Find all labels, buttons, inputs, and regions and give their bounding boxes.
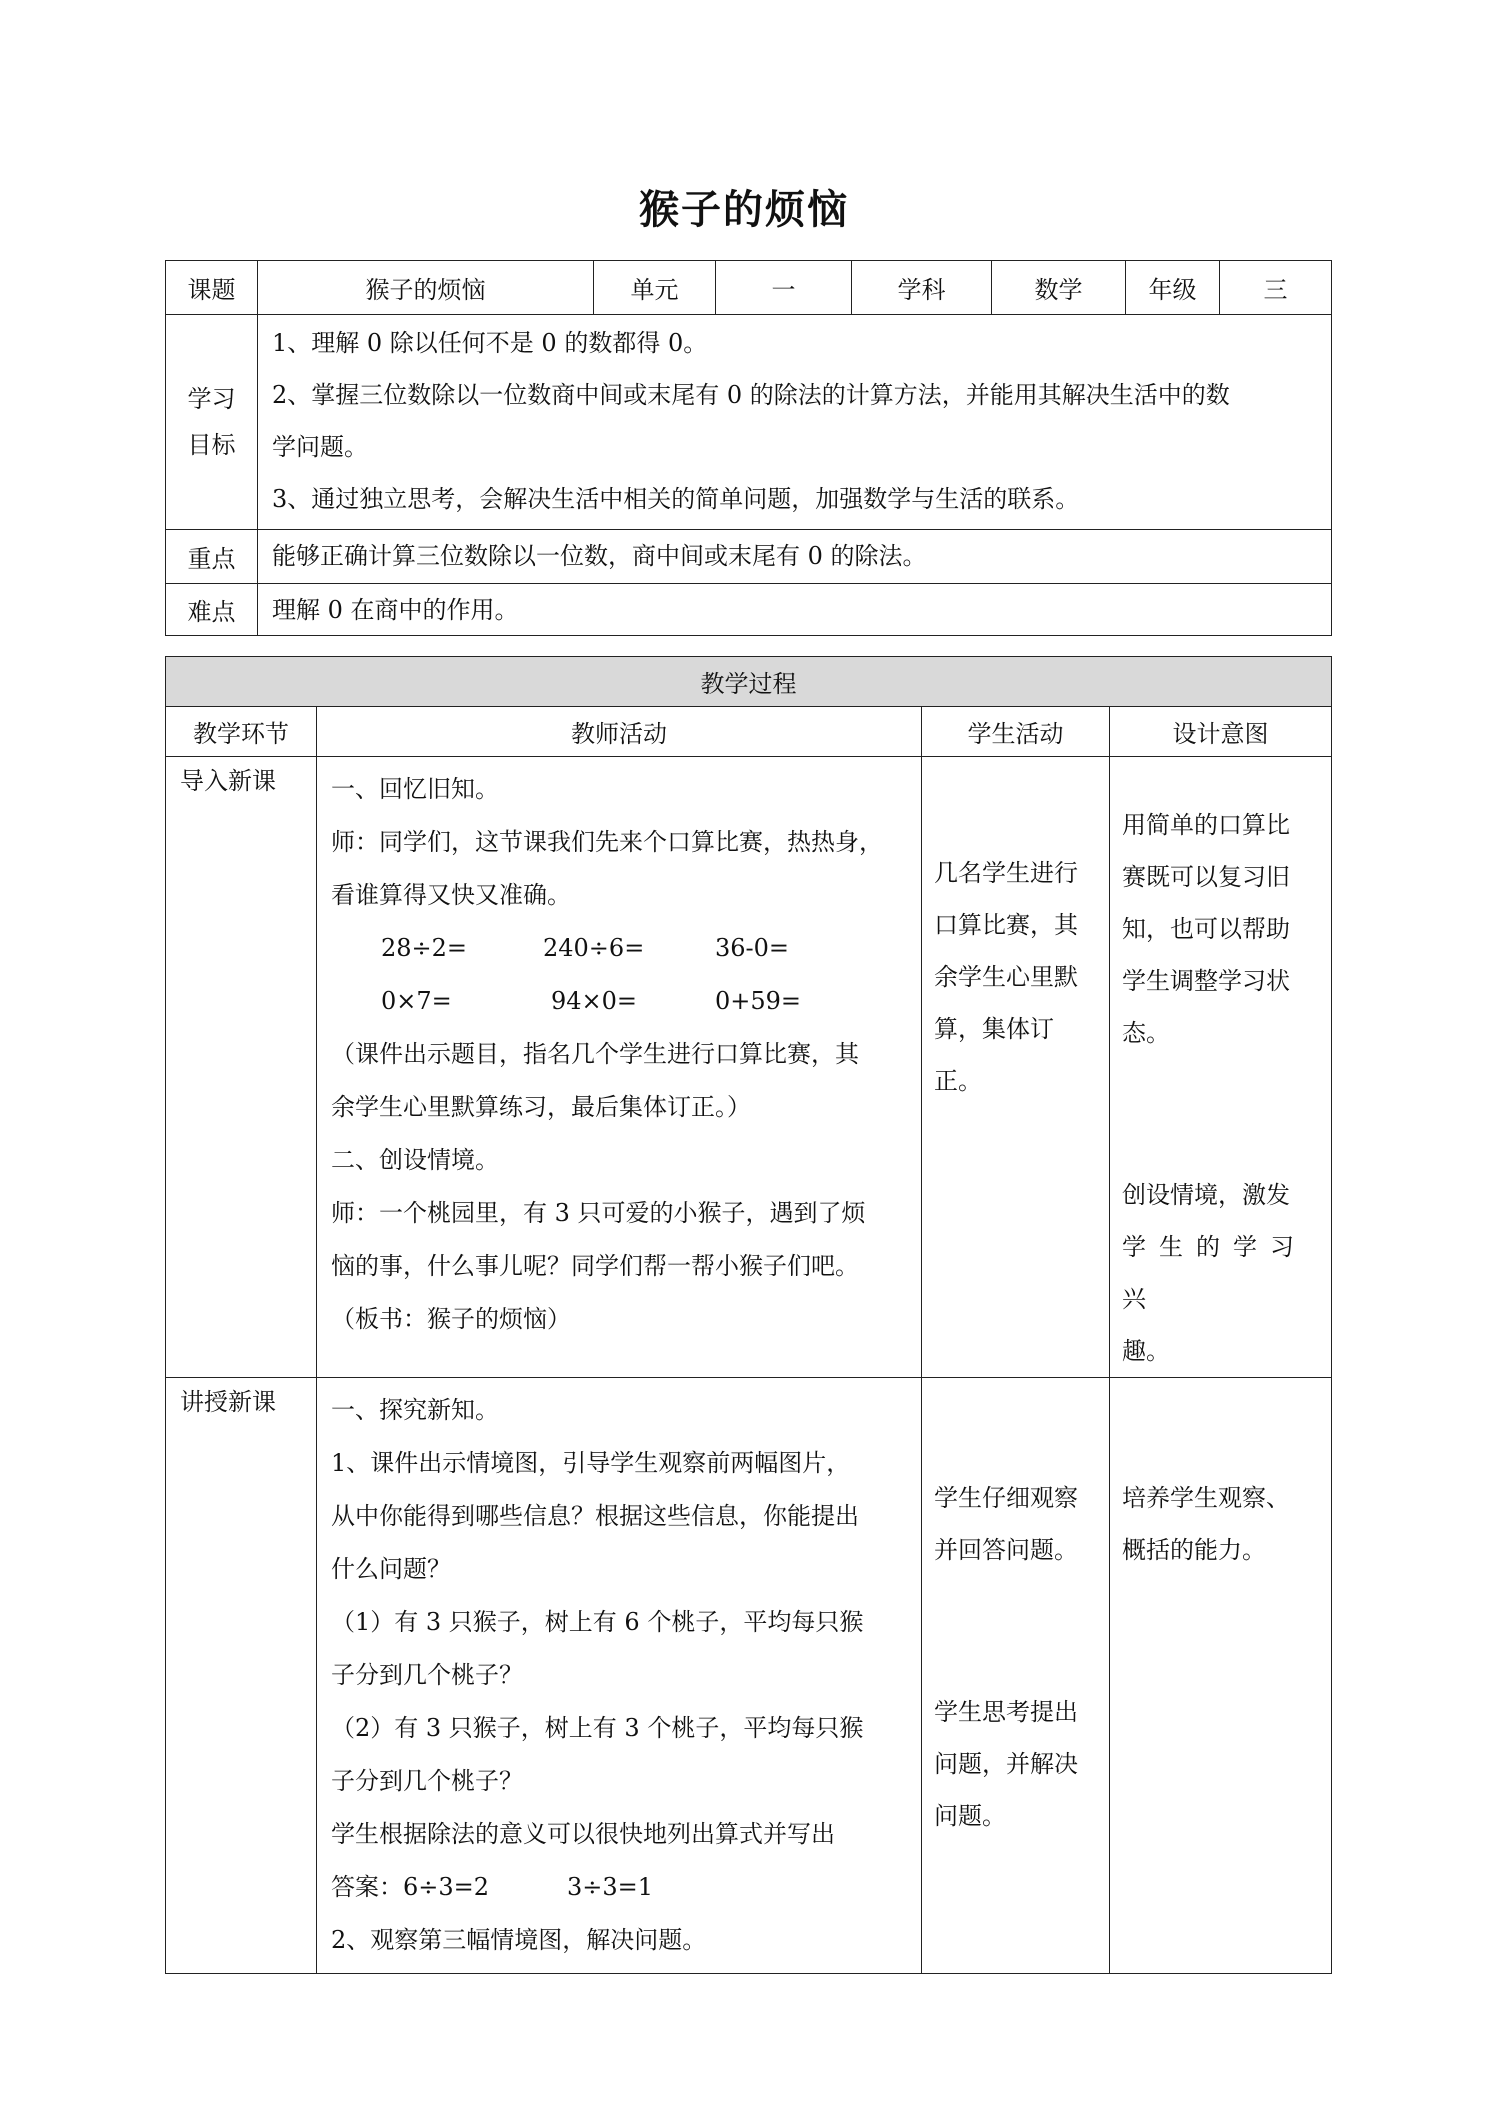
teacher-line: 2、观察第三幅情境图，解决问题。 <box>331 1926 707 1954</box>
grade-label: 年级 <box>1126 261 1220 315</box>
stage-name: 导入新课 <box>166 757 317 1378</box>
student-line: 余学生心里默 <box>934 963 1078 991</box>
teacher-line: 1、课件出示情境图，引导学生观察前两幅图片， <box>331 1449 851 1477</box>
difficulty-value: 理解 0 在商中的作用。 <box>258 584 1332 636</box>
teacher-line: （板书：猴子的烦恼） <box>331 1305 571 1333</box>
topic-value: 猴子的烦恼 <box>258 261 594 315</box>
student-line: 算，集体订正。 <box>934 1015 1054 1095</box>
teacher-line: （1）有 3 只猴子，树上有 6 个桃子，平均每只猴 <box>331 1608 864 1636</box>
process-table <box>165 656 1332 1974</box>
intent-line: 学生调整学习状 <box>1122 967 1290 995</box>
student-activity <box>922 1378 1110 1974</box>
teacher-line: （2）有 3 只猴子，树上有 3 个桃子，平均每只猴 <box>331 1714 864 1742</box>
formula: 94×0= <box>551 987 638 1015</box>
difficulty-label: 难点 <box>166 584 258 636</box>
teacher-line: 二、创设情境。 <box>331 1146 499 1174</box>
student-line: 口算比赛，其 <box>934 911 1078 939</box>
teacher-line: 恼的事，什么事儿呢？同学们帮一帮小猴子们吧。 <box>331 1252 859 1280</box>
formula: 0×7= <box>381 987 452 1015</box>
student-line: 几名学生进行 <box>934 859 1078 887</box>
subject-label: 学科 <box>852 261 992 315</box>
student-line: 并回答问题。 <box>934 1536 1078 1564</box>
col-teacher: 教师活动 <box>317 707 922 757</box>
answer-row <box>331 1861 907 1914</box>
formula: 36-0= <box>715 934 790 962</box>
col-stage: 教学环节 <box>166 707 317 757</box>
goals-label-line-1: 学习 <box>187 385 236 413</box>
teacher-line: 什么问题？ <box>331 1555 451 1583</box>
formula: 28÷2= <box>381 934 468 962</box>
goal-line: 学问题。 <box>272 433 368 461</box>
teacher-line: （课件出示题目，指名几个学生进行口算比赛，其 <box>331 1040 859 1068</box>
key-label: 重点 <box>166 530 258 584</box>
teacher-line: 从中你能得到哪些信息？根据这些信息，你能提出 <box>331 1502 859 1530</box>
formula-row <box>331 922 907 975</box>
unit-label: 单元 <box>594 261 716 315</box>
teacher-line: 学生根据除法的意义可以很快地列出算式并写出 <box>331 1820 835 1848</box>
goals-label-line-2: 目标 <box>187 431 236 459</box>
goal-line: 2、掌握三位数除以一位数商中间或末尾有 0 的除法的计算方法，并能用其解决生活中的数 <box>272 381 1230 409</box>
teacher-line: 师：同学们，这节课我们先来个口算比赛，热热身， <box>331 828 883 856</box>
teacher-line: 余学生心里默算练习，最后集体订正。） <box>331 1093 751 1121</box>
intent-line: 用简单的口算比 <box>1122 811 1290 839</box>
design-intent <box>1110 1378 1332 1974</box>
goal-line: 1、理解 0 除以任何不是 0 的数都得 0。 <box>272 329 708 357</box>
formula-row <box>331 975 907 1028</box>
answer-label: 答案：6÷3=2 <box>331 1873 490 1901</box>
student-line: 问题，并解决 <box>934 1750 1078 1778</box>
intent-line: 学生的学习兴 <box>1122 1233 1307 1313</box>
teacher-activity <box>317 1378 922 1974</box>
formula: 240÷6= <box>543 934 645 962</box>
subject-value: 数学 <box>992 261 1126 315</box>
teacher-line: 师：一个桃园里，有 3 只可爱的小猴子，遇到了烦 <box>331 1199 866 1227</box>
student-line: 问题。 <box>934 1802 1006 1830</box>
intent-line: 知，也可以帮助 <box>1122 915 1290 943</box>
topic-label: 课题 <box>166 261 258 315</box>
answer-value: 3÷3=1 <box>567 1873 654 1901</box>
formula: 0+59= <box>715 987 802 1015</box>
intent-line: 态。 <box>1122 1019 1170 1047</box>
student-line: 学生仔细观察 <box>934 1484 1078 1512</box>
stage-name: 讲授新课 <box>166 1378 317 1974</box>
col-intent: 设计意图 <box>1110 707 1332 757</box>
teacher-line: 一、回忆旧知。 <box>331 775 499 803</box>
teacher-activity <box>317 757 922 1378</box>
intent-line: 趣。 <box>1122 1337 1170 1365</box>
process-heading: 教学过程 <box>166 657 1332 707</box>
design-intent <box>1110 757 1332 1378</box>
teacher-line: 子分到几个桃子？ <box>331 1767 523 1795</box>
goals-label <box>166 315 258 530</box>
grade-value: 三 <box>1220 261 1332 315</box>
goal-line: 3、通过独立思考，会解决生活中相关的简单问题，加强数学与生活的联系。 <box>272 485 1080 513</box>
intent-line: 概括的能力。 <box>1122 1536 1266 1564</box>
teacher-line: 看谁算得又快又准确。 <box>331 881 571 909</box>
key-value: 能够正确计算三位数除以一位数，商中间或末尾有 0 的除法。 <box>258 530 1332 584</box>
col-student: 学生活动 <box>922 707 1110 757</box>
teacher-line: 子分到几个桃子？ <box>331 1661 523 1689</box>
student-activity <box>922 757 1110 1378</box>
teacher-line: 一、探究新知。 <box>331 1396 499 1424</box>
intent-line: 赛既可以复习旧 <box>1122 863 1290 891</box>
unit-value: 一 <box>716 261 852 315</box>
intent-line: 创设情境，激发 <box>1122 1181 1290 1209</box>
intent-line: 培养学生观察、 <box>1122 1484 1290 1512</box>
student-line: 学生思考提出 <box>934 1698 1078 1726</box>
info-table <box>165 260 1332 636</box>
goals-content <box>258 315 1332 530</box>
page-title: 猴子的烦恼 <box>639 187 849 233</box>
